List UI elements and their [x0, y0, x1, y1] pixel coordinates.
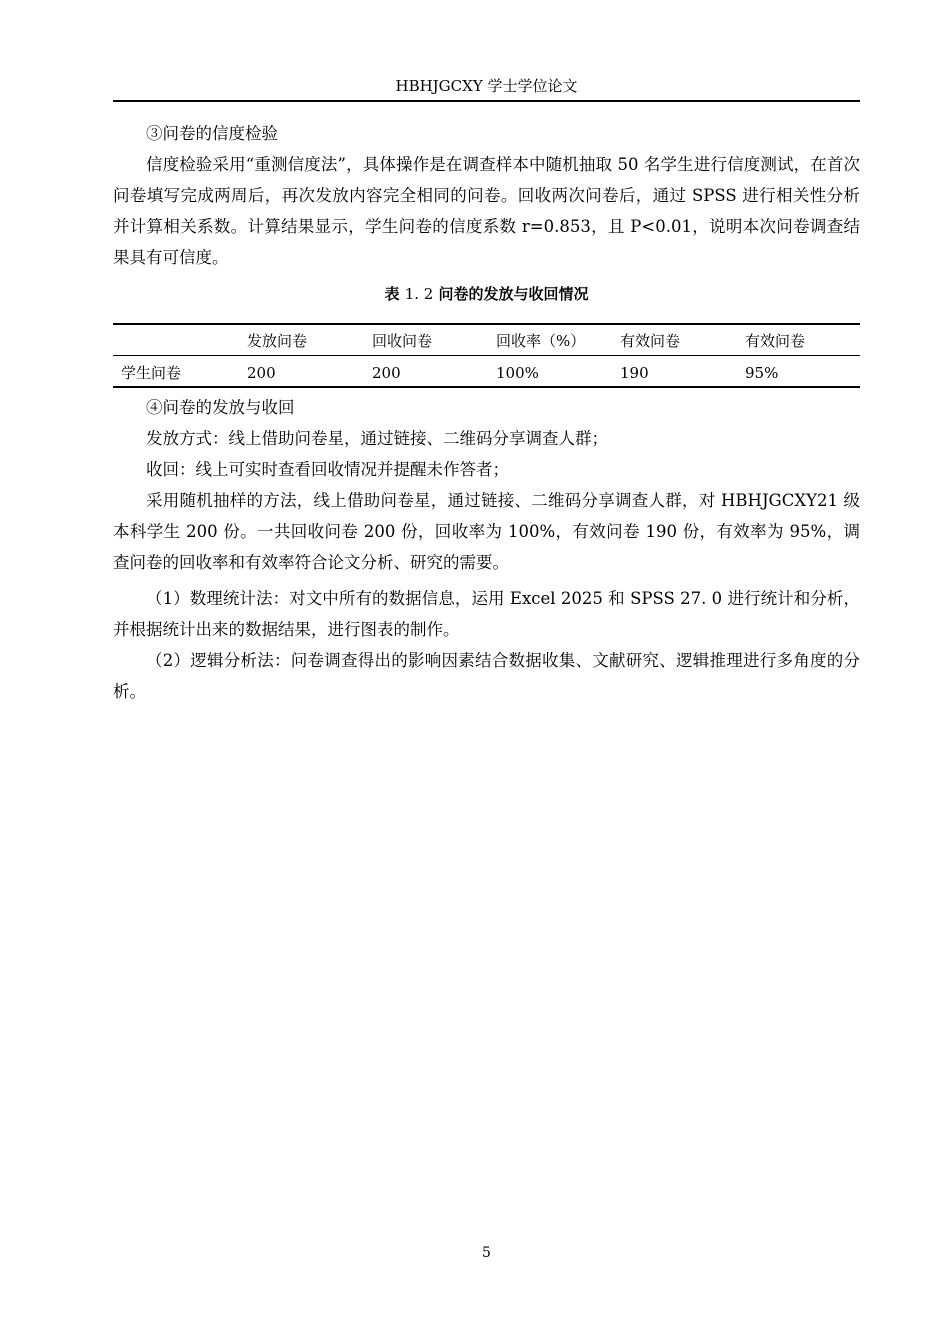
section-4-heading: ④问卷的发放与收回	[146, 398, 295, 417]
table-caption	[113, 283, 860, 305]
table-header-rule	[113, 355, 860, 356]
table-cell: 学生问卷	[121, 364, 182, 382]
reliability-paragraph: 信度检验采用“重测信度法”，具体操作是在调查样本中随机抽取 50 名学生进行信度测试，在首次问卷填写完成两周后，再次发放内容完全相同的问卷。回收两次问卷后，通过 SPSS 进行相关性分析并计算相关系数。计算结果显示，学生问卷的信度系数 r=0.853，且 P<0.01，说明本次问卷调查结果具有可信度。	[113, 155, 860, 267]
table-cell: 190	[620, 364, 649, 382]
table-header-cell: 有效问卷	[620, 332, 681, 350]
table-header-cell: 回收问卷	[372, 332, 433, 350]
logic-method-paragraph: （2）逻辑分析法：问卷调查得出的影响因素结合数据收集、文献研究、逻辑推理进行多角度的分析。	[113, 651, 860, 701]
sampling-paragraph: 采用随机抽样的方法，线上借助问卷星，通过链接、二维码分享调查人群，对 HBHJGCXY21 级本科学生 200 份。一共回收问卷 200 份，回收率为 100%，有效问卷 190 份，有效率为 95%，调查问卷的回收率和有效率符合论文分析、研究的需要。	[113, 491, 860, 572]
page-header: HBHJGCXY 学士学位论文	[395, 77, 578, 95]
table-header-cell: 回收率（%）	[496, 332, 586, 350]
table-cell: 95%	[745, 364, 779, 382]
table-header-cell: 有效问卷	[745, 332, 806, 350]
table-bottom-rule	[113, 386, 860, 388]
distribution-line: 发放方式：线上借助问卷星，通过链接、二维码分享调查人群；	[146, 429, 608, 448]
table-header-cell: 发放问卷	[247, 332, 308, 350]
table-cell: 200	[247, 364, 276, 382]
table-caption-number: 1. 2	[404, 285, 434, 303]
table-cell: 200	[372, 364, 401, 382]
collection-line: 收回：线上可实时查看回收情况并提醒未作答者；	[146, 460, 509, 479]
table-caption-prefix: 表	[384, 285, 400, 303]
section-3-heading: ③问卷的信度检验	[146, 124, 278, 143]
header-rule	[113, 100, 860, 102]
table-top-rule	[113, 323, 860, 325]
statistics-method-paragraph: （1）数理统计法：对文中所有的数据信息，运用 Excel 2025 和 SPSS 27. 0 进行统计和分析，并根据统计出来的数据结果，进行图表的制作。	[113, 589, 860, 639]
page-number: 5	[482, 1245, 491, 1261]
table-caption-text: 问卷的发放与收回情况	[438, 285, 589, 303]
table-cell: 100%	[496, 364, 539, 382]
